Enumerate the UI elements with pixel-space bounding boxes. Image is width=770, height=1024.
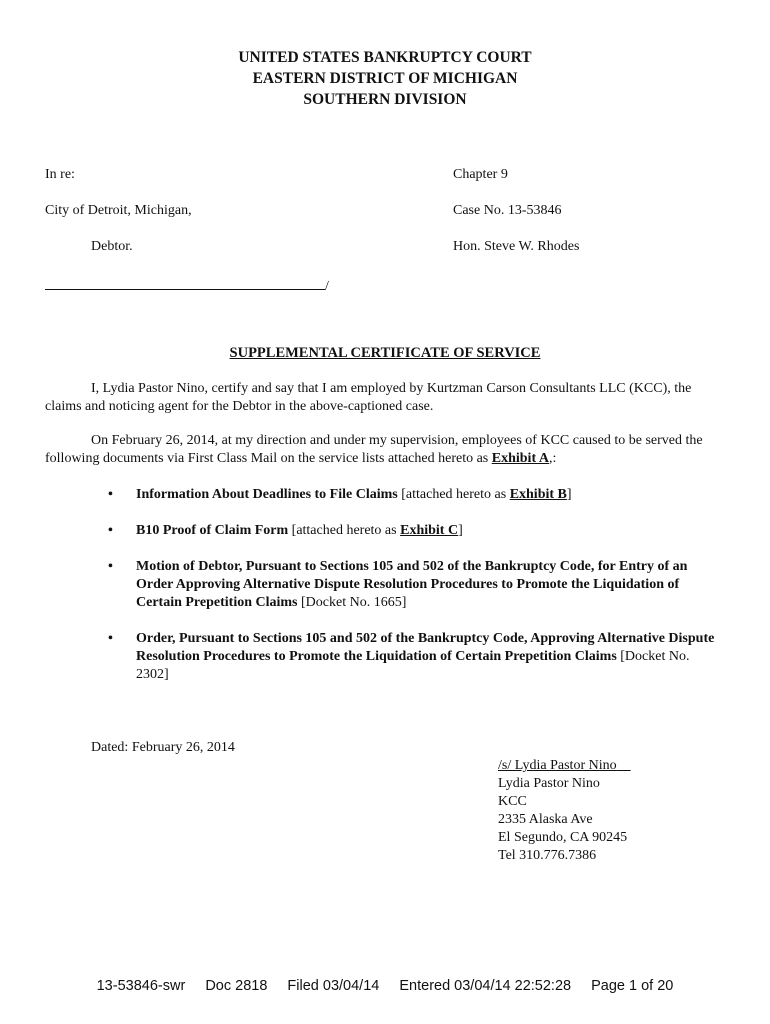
document-name: B10 Proof of Claim Form <box>136 523 289 538</box>
exhibit-a-ref: Exhibit A <box>491 451 549 466</box>
signature-block <box>498 757 738 865</box>
certification-paragraph: I, Lydia Pastor Nino, certify and say that I am employed by Kurtzman Carson Consultants LLC (KCC), the claims and noticing agent for the Debtor in the above-captioned case. <box>45 381 692 414</box>
list-item <box>108 522 723 540</box>
footer-filed: Filed 03/04/14 <box>287 978 380 994</box>
footer-doc: Doc 2818 <box>205 978 268 994</box>
document-note: [Docket No. 2302] <box>136 649 690 682</box>
court-division: SOUTHERN DIVISION <box>303 91 467 108</box>
signer-name: Lydia Pastor Nino <box>498 776 600 791</box>
footer-case: 13-53846-swr <box>96 978 186 994</box>
case-caption-right <box>453 166 753 274</box>
court-name: UNITED STATES BANKRUPTCY COURT <box>238 49 532 66</box>
in-re-label: In re: <box>45 167 75 182</box>
signer-phone: Tel 310.776.7386 <box>498 848 597 863</box>
document-name: Order, Pursuant to Sections 105 and 502 of the Bankruptcy Code, Approving Alternative Dispute Resolution Procedures to Promote the Liquidation of Certain Prepetition Claims <box>136 631 715 664</box>
signature-line: /s/ Lydia Pastor Nino <box>498 758 617 773</box>
signer-address-street: 2335 Alaska Ave <box>498 812 593 827</box>
case-number: Case No. 13-53846 <box>453 203 562 218</box>
served-documents-list <box>108 486 723 702</box>
separator-slash: / <box>325 279 329 294</box>
footer-page: Page 1 of 20 <box>591 978 674 994</box>
court-header <box>0 47 770 110</box>
footer-entered: Entered 03/04/14 22:52:28 <box>399 978 572 994</box>
document-note: [attached hereto as <box>397 487 510 502</box>
list-item <box>108 486 723 504</box>
exhibit-c-ref: Exhibit C <box>400 523 459 538</box>
list-item <box>108 558 723 612</box>
dated-line: Dated: February 26, 2014 <box>91 740 235 755</box>
service-text: On February 26, 2014, at my direction and under my supervision, employees of KCC caused to be served the following documents via First Class Mail on the service lists attached hereto as <box>45 433 703 466</box>
filing-footer <box>0 977 770 995</box>
document-name: Information About Deadlines to File Claims <box>136 487 398 502</box>
document-note-tail: ] <box>458 523 463 538</box>
document-note: [attached hereto as <box>288 523 401 538</box>
party-role: Debtor. <box>91 239 133 254</box>
party-name: City of Detroit, Michigan, <box>45 203 192 218</box>
service-paragraph <box>45 432 725 468</box>
court-district: EASTERN DISTRICT OF MICHIGAN <box>252 70 518 87</box>
document-note-tail: ] <box>566 487 572 502</box>
caption-separator <box>45 277 329 296</box>
service-tail: ,: <box>548 451 557 466</box>
document-title: SUPPLEMENTAL CERTIFICATE OF SERVICE <box>229 345 541 361</box>
document-name: Motion of Debtor, Pursuant to Sections 105 and 502 of the Bankruptcy Code, for Entry of an Order Approving Alternative Dispute Resolution Procedures to Promote the Liquidation of Certain Prepetition Claims <box>136 559 688 610</box>
judge-name: Hon. Steve W. Rhodes <box>453 239 580 254</box>
exhibit-b-ref: Exhibit B <box>509 487 567 502</box>
list-item <box>108 630 723 684</box>
bullet-icon: • <box>108 631 113 646</box>
document-note: [Docket No. 1665] <box>297 595 407 610</box>
bullet-icon: • <box>108 559 113 574</box>
case-caption-left <box>45 166 425 274</box>
bullet-icon: • <box>108 523 113 538</box>
separator-rule <box>45 277 325 290</box>
signer-company: KCC <box>498 794 527 809</box>
chapter-label: Chapter 9 <box>453 167 508 182</box>
signer-address-city: El Segundo, CA 90245 <box>498 830 628 845</box>
bullet-icon: • <box>108 487 113 502</box>
